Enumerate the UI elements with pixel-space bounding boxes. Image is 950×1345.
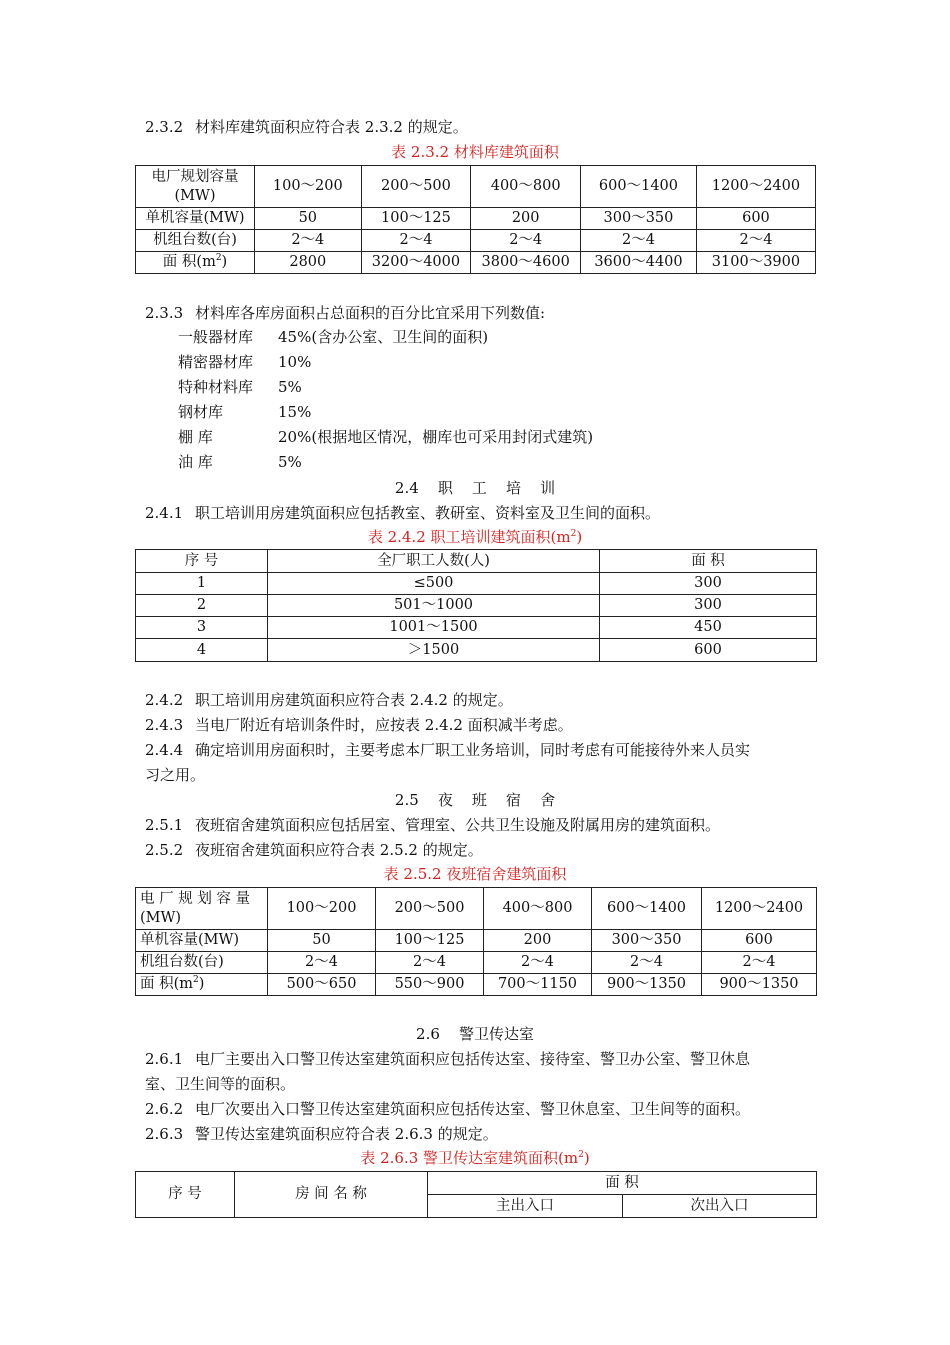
clause-2-3-2 bbox=[145, 117, 468, 137]
table-cell: 2～4 bbox=[268, 952, 376, 974]
table-cell: 300 bbox=[600, 573, 817, 595]
header-cell: 电厂规划容量(MW) bbox=[136, 166, 255, 208]
table-2-5-2 bbox=[135, 887, 817, 996]
clause-2-4-4-continuation: 习之用。 bbox=[145, 766, 206, 784]
clause-text: 电厂次要出入口警卫传达室建筑面积应包括传达室、警卫休息室、卫生间等的面积。 bbox=[195, 1100, 751, 1118]
table-cell: 2～4 bbox=[592, 952, 702, 974]
list-item-name: 钢材库 bbox=[178, 403, 224, 421]
table-cell: 600 bbox=[696, 208, 815, 230]
table-cell: 2～4 bbox=[702, 952, 817, 974]
list-item-name: 一般器材库 bbox=[178, 328, 254, 346]
clause-number: 2.4.2 bbox=[145, 691, 184, 709]
list-item-value: 5% bbox=[278, 378, 302, 396]
table-row bbox=[136, 617, 817, 639]
clause-text: 材料库建筑面积应符合表 2.3.2 的规定。 bbox=[195, 118, 468, 136]
table-cell: 2～4 bbox=[361, 230, 471, 252]
table-cell: 2 bbox=[136, 595, 268, 617]
list-item-name: 棚 库 bbox=[178, 428, 213, 446]
table-cell: 200 bbox=[484, 930, 592, 952]
table-cell: 200 bbox=[471, 208, 581, 230]
section-heading-2-6: 2.6 警卫传达室 bbox=[416, 1025, 534, 1043]
clause-2-6-2 bbox=[145, 1099, 750, 1119]
row-label: 单机容量(MW) bbox=[136, 930, 268, 952]
table-cell: 900～1350 bbox=[702, 974, 817, 996]
table-cell: 300～350 bbox=[581, 208, 697, 230]
table-header-row bbox=[136, 550, 817, 573]
table-header-row bbox=[136, 888, 817, 930]
table-2-6-3 bbox=[135, 1171, 817, 1218]
table-cell: 900～1350 bbox=[592, 974, 702, 996]
table-cell: 2800 bbox=[255, 252, 362, 274]
table-row bbox=[136, 595, 817, 617]
header-cell: 电 厂 规 划 容 量(MW) bbox=[136, 888, 268, 930]
list-item-value: 10% bbox=[278, 353, 312, 371]
clause-number: 2.6.3 bbox=[145, 1125, 184, 1143]
header-cell: 房 间 名 称 bbox=[235, 1172, 428, 1218]
clause-2-5-2 bbox=[145, 840, 483, 860]
clause-2-6-1 bbox=[145, 1049, 750, 1069]
table-header-row bbox=[136, 1172, 817, 1195]
header-cell: 序 号 bbox=[136, 1172, 235, 1218]
table-cell: 2～4 bbox=[581, 230, 697, 252]
list-item bbox=[178, 327, 488, 347]
table-cell: 100～125 bbox=[361, 208, 471, 230]
table-cell: 2～4 bbox=[471, 230, 581, 252]
table-row bbox=[136, 252, 816, 274]
table-row bbox=[136, 930, 817, 952]
clause-2-5-1 bbox=[145, 815, 720, 835]
row-label: 面 积$(m^2)$ bbox=[136, 252, 255, 274]
section-heading-2-4: 2.4 职 工 培 训 bbox=[394, 479, 556, 497]
clause-2-6-1-continuation: 室、卫生间等的面积。 bbox=[145, 1075, 296, 1093]
table-row bbox=[136, 573, 817, 595]
clause-text: 电厂主要出入口警卫传达室建筑面积应包括传达室、接待室、警卫办公室、警卫休息 bbox=[195, 1050, 751, 1068]
table-cell: 450 bbox=[600, 617, 817, 639]
clause-number: 2.4.4 bbox=[145, 741, 184, 759]
table-row bbox=[136, 208, 816, 230]
header-cell: 全厂职工人数(人) bbox=[268, 550, 600, 573]
table-row bbox=[136, 230, 816, 252]
table-cell: 50 bbox=[255, 208, 362, 230]
list-item bbox=[178, 402, 311, 422]
clause-number: 2.4.3 bbox=[145, 716, 184, 734]
table-cell: 3200～4000 bbox=[361, 252, 471, 274]
table-cell: 3100～3900 bbox=[696, 252, 815, 274]
table-cell: 100～125 bbox=[376, 930, 484, 952]
list-item-name: 油 库 bbox=[178, 453, 213, 471]
list-item-value: 5% bbox=[278, 453, 302, 471]
list-item-name: 特种材料库 bbox=[178, 378, 254, 396]
clause-text: 警卫传达室建筑面积应符合表 2.6.3 的规定。 bbox=[195, 1125, 498, 1143]
header-cell: 600～1400 bbox=[581, 166, 697, 208]
header-cell: 1200～2400 bbox=[702, 888, 817, 930]
header-cell: 600～1400 bbox=[592, 888, 702, 930]
header-cell: 400～800 bbox=[484, 888, 592, 930]
table-cell: ≤500 bbox=[268, 573, 600, 595]
list-item-value: 45%(含办公室、卫生间的面积) bbox=[278, 328, 489, 346]
table-2-3-2-caption: 表 2.3.2 材料库建筑面积 bbox=[391, 143, 559, 161]
table-cell: 2～4 bbox=[376, 952, 484, 974]
list-item-value: 20%(根据地区情况，棚库也可采用封闭式建筑) bbox=[278, 428, 594, 446]
clause-2-4-1 bbox=[145, 503, 660, 523]
header-cell: 主出入口 bbox=[428, 1195, 623, 1218]
clause-number: 2.5.2 bbox=[145, 841, 184, 859]
list-item-name: 精密器材库 bbox=[178, 353, 254, 371]
table-row bbox=[136, 952, 817, 974]
clause-number: 2.3.2 bbox=[145, 118, 184, 136]
clause-text: 职工培训用房建筑面积应包括教室、教研室、资料室及卫生间的面积。 bbox=[195, 504, 661, 522]
clause-number: 2.4.1 bbox=[145, 504, 184, 522]
clause-text: 夜班宿舍建筑面积应包括居室、管理室、公共卫生设施及附属用房的建筑面积。 bbox=[195, 816, 721, 834]
table-2-4-2 bbox=[135, 549, 817, 662]
clause-text: 职工培训用房建筑面积应符合表 2.4.2 的规定。 bbox=[195, 691, 513, 709]
table-2-6-3-caption: 表 2.6.3 警卫传达室建筑面积$(m^2)$ bbox=[360, 1149, 590, 1167]
list-item bbox=[178, 352, 311, 372]
table-cell: 500～650 bbox=[268, 974, 376, 996]
table-cell: 2～4 bbox=[484, 952, 592, 974]
table-cell: 1001～1500 bbox=[268, 617, 600, 639]
header-cell: 面 积 bbox=[428, 1172, 817, 1195]
clause-text: 材料库各库房面积占总面积的百分比宜采用下列数值: bbox=[195, 304, 546, 322]
clause-2-6-3 bbox=[145, 1124, 498, 1144]
table-cell: 1 bbox=[136, 573, 268, 595]
table-cell: ＞1500 bbox=[268, 639, 600, 662]
table-cell: 550～900 bbox=[376, 974, 484, 996]
list-item-value: 15% bbox=[278, 403, 312, 421]
table-cell: 2～4 bbox=[696, 230, 815, 252]
table-header-row bbox=[136, 166, 816, 208]
header-cell: 次出入口 bbox=[623, 1195, 817, 1218]
table-cell: 300 bbox=[600, 595, 817, 617]
clause-number: 2.6.2 bbox=[145, 1100, 184, 1118]
row-label: 面 积$(m^2)$ bbox=[136, 974, 268, 996]
table-cell: 600 bbox=[702, 930, 817, 952]
clause-number: 2.3.3 bbox=[145, 304, 184, 322]
clause-text: 当电厂附近有培训条件时，应按表 2.4.2 面积减半考虑。 bbox=[195, 716, 573, 734]
table-cell: 50 bbox=[268, 930, 376, 952]
list-item bbox=[178, 377, 302, 397]
header-cell: 1200～2400 bbox=[696, 166, 815, 208]
table-cell: 3600～4400 bbox=[581, 252, 697, 274]
list-item bbox=[178, 452, 302, 472]
clause-2-3-3 bbox=[145, 303, 545, 323]
table-cell: 700～1150 bbox=[484, 974, 592, 996]
header-cell: 200～500 bbox=[361, 166, 471, 208]
row-label: 单机容量(MW) bbox=[136, 208, 255, 230]
section-heading-2-5: 2.5 夜 班 宿 舍 bbox=[394, 791, 556, 809]
header-cell: 序 号 bbox=[136, 550, 268, 573]
clause-number: 2.5.1 bbox=[145, 816, 184, 834]
row-label: 机组台数(台) bbox=[136, 952, 268, 974]
clause-2-4-4 bbox=[145, 740, 750, 760]
table-cell: 4 bbox=[136, 639, 268, 662]
table-cell: 600 bbox=[600, 639, 817, 662]
table-cell: 3800～4600 bbox=[471, 252, 581, 274]
table-row bbox=[136, 974, 817, 996]
list-item bbox=[178, 427, 593, 447]
header-cell: 100～200 bbox=[268, 888, 376, 930]
table-cell: 501～1000 bbox=[268, 595, 600, 617]
header-cell: 面 积 bbox=[600, 550, 817, 573]
row-label: 机组台数(台) bbox=[136, 230, 255, 252]
clause-2-4-2 bbox=[145, 690, 513, 710]
clause-text: 夜班宿舍建筑面积应符合表 2.5.2 的规定。 bbox=[195, 841, 483, 859]
clause-2-4-3 bbox=[145, 715, 573, 735]
header-cell: 200～500 bbox=[376, 888, 484, 930]
table-cell: 300～350 bbox=[592, 930, 702, 952]
header-cell: 100～200 bbox=[255, 166, 362, 208]
clause-text: 确定培训用房面积时，主要考虑本厂职工业务培训，同时考虑有可能接待外来人员实 bbox=[195, 741, 751, 759]
table-2-4-2-caption: 表 2.4.2 职工培训建筑面积$(m^2)$ bbox=[367, 528, 583, 546]
table-cell: 3 bbox=[136, 617, 268, 639]
table-2-3-2 bbox=[135, 165, 816, 274]
clause-number: 2.6.1 bbox=[145, 1050, 184, 1068]
table-row bbox=[136, 639, 817, 662]
header-cell: 400～800 bbox=[471, 166, 581, 208]
table-2-5-2-caption: 表 2.5.2 夜班宿舍建筑面积 bbox=[383, 865, 567, 883]
table-cell: 2～4 bbox=[255, 230, 362, 252]
